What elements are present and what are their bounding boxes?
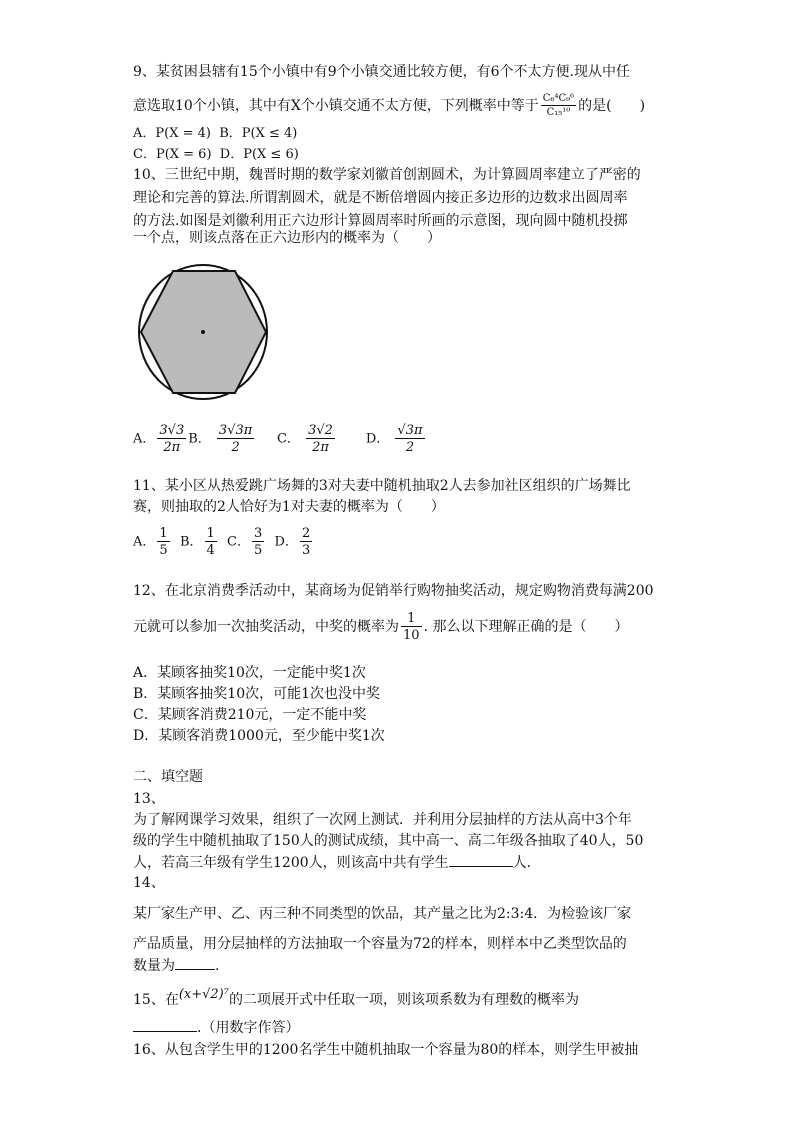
q11-option-d-label: D． [274,534,298,550]
q11-options [133,527,314,557]
q10-option-b-frac: $\frac{3√3\pi}{2}$ [218,423,253,455]
q9-option-a: A．P(X = 4) [133,126,211,141]
q10-hexagon-diagram [136,262,271,402]
q9-line-2-end: 的是( ) [578,98,646,114]
q13-line-1: 为了解网课学习效果，组织了一次网上测试．并利用分层抽样的方法从高中3个年 [133,812,632,828]
q10-line-1: 10、三世纪中期，魏晋时期的数学家刘徽首创割圆术，为计算圆周率建立了严密的 [133,167,641,183]
q10-option-a-frac: $\frac{3√3}{2\pi}$ [159,423,185,455]
q10-option-a-label: A． [133,431,156,447]
q15-line-1 [133,987,579,1011]
q15-line-1-start: 15、在 [133,992,179,1008]
q10-options [133,424,427,454]
q11-option-c-frac: $\frac{3}{5}$ [254,526,263,558]
q9-option-d: D．P(X ≤ 6) [219,147,299,162]
q12-option-d: D．某顾客消费1000元，至少能中奖1次 [133,728,385,744]
q9-options-cd [133,145,299,165]
q11-option-a-label: A． [133,534,156,550]
q13-line-3 [133,852,541,873]
q13-line-3-end: 人． [512,855,541,871]
q12-line-1: 12、在北京消费季活动中，某商场为促销举行购物抽奖活动，规定购物消费每满200 [133,583,654,599]
section-2-heading: 二、填空题 [133,769,203,785]
q10-option-d-label: D． [365,431,390,447]
q9-line-1: 9、某贫困县辖有15个小镇中有9个小镇交通比较方便，有6个不太方便.现从中任 [133,64,630,80]
q11-option-a-frac: $\frac{1}{5}$ [159,526,168,558]
q12-option-c: C．某顾客消费210元，一定不能中奖 [133,707,367,723]
q16-line-1: 16、从包含学生甲的1200名学生中随机抽取一个容量为80的样本，则学生甲被抽 [133,1042,639,1058]
q9-option-c: C．P(X = 6) [133,147,212,162]
q10-option-c-frac: $\frac{3√2}{2\pi}$ [308,423,333,455]
q11-option-b-label: B． [179,534,203,550]
q14-line-3-end: . [215,958,220,974]
q12-fraction: $\frac{1}{10}$ [403,611,420,643]
q10-option-d-frac: $\frac{√3\pi}{2}$ [397,423,423,455]
q12-line-2 [133,612,628,642]
q11-option-b-frac: $\frac{1}{4}$ [206,526,215,558]
q11-line-2: 赛，则抽取的2人恰好为1对夫妻的概率为（ ） [133,499,445,515]
q12-line-2-start: 元就可以参加一次抽奖活动，中奖的概率为 [133,619,399,635]
q12-option-b: B．某顾客抽奖10次，可能1次也没中奖 [133,686,381,702]
q9-fraction: $\frac{\text{C₆⁴C₉⁶}}{\text{C₁₅¹⁰}}$ [542,93,575,118]
q13-line-2: 级的学生中随机抽取了150人的测试成绩，其中高一、高二年级各抽取了40人，50 [133,833,644,849]
q13-line-3-start: 人，若高三年级有学生1200人，则该高中共有学生 [133,855,449,871]
q9-option-b: B．P(X ≤ 4) [219,126,298,141]
q15-expression: (x+√2)⁷ [178,987,229,1002]
q12-line-2-end: . 那么以下理解正确的是（ ） [423,619,629,635]
q13-answer-blank[interactable] [449,852,513,867]
q14-line-3-start: 数量为 [133,958,175,974]
q15-line-1-end: 的二项展开式中任取一项，则该项系数为有理数的概率为 [228,992,579,1008]
q10-option-c-label: C． [276,431,300,447]
q15-line-2 [133,1017,299,1038]
q14-line-3 [133,955,219,976]
q11-option-c-label: C． [227,534,250,550]
q9-options-ab [133,124,297,144]
q9-line-2-text: 意选取10个小镇，其中有X个小镇交通不太方便，下列概率中等于 [133,98,539,114]
center-point [201,330,205,334]
q14-number: 14、 [133,875,165,891]
q11-line-1: 11、某小区从热爱跳广场舞的3对夫妻中随机抽取2人去参加社区组织的广场舞比 [133,478,631,494]
q14-line-1: 某厂家生产甲、乙、丙三种不同类型的饮品，其产量之比为2:3:4．为检验该厂家 [133,906,632,922]
q11-option-d-frac: $\frac{2}{3}$ [301,526,311,558]
q13-number: 13、 [133,791,165,807]
q10-option-b-label: B． [188,431,211,447]
q10-line-4: 一个点，则该点落在正六边形内的概率为（ ） [133,230,441,246]
q14-line-2: 产品质量，用分层抽样的方法抽取一个容量为72的样本，则样本中乙类型饮品的 [133,936,627,952]
q14-answer-blank[interactable] [175,955,215,970]
q15-line-2-end: .（用数字作答） [197,1020,300,1036]
q9-line-2 [133,94,645,118]
q10-line-2: 理论和完善的算法.所谓割圆术，就是不断倍增圆内接正多边形的边数求出圆周率 [133,190,628,206]
q12-option-a: A．某顾客抽奖10次，一定能中奖1次 [133,665,366,681]
q15-answer-blank[interactable] [133,1017,197,1032]
q10-line-3: 的方法.如图是刘徽利用正六边形计算圆周率时所画的示意图，现向圆中随机投掷 [133,213,628,229]
